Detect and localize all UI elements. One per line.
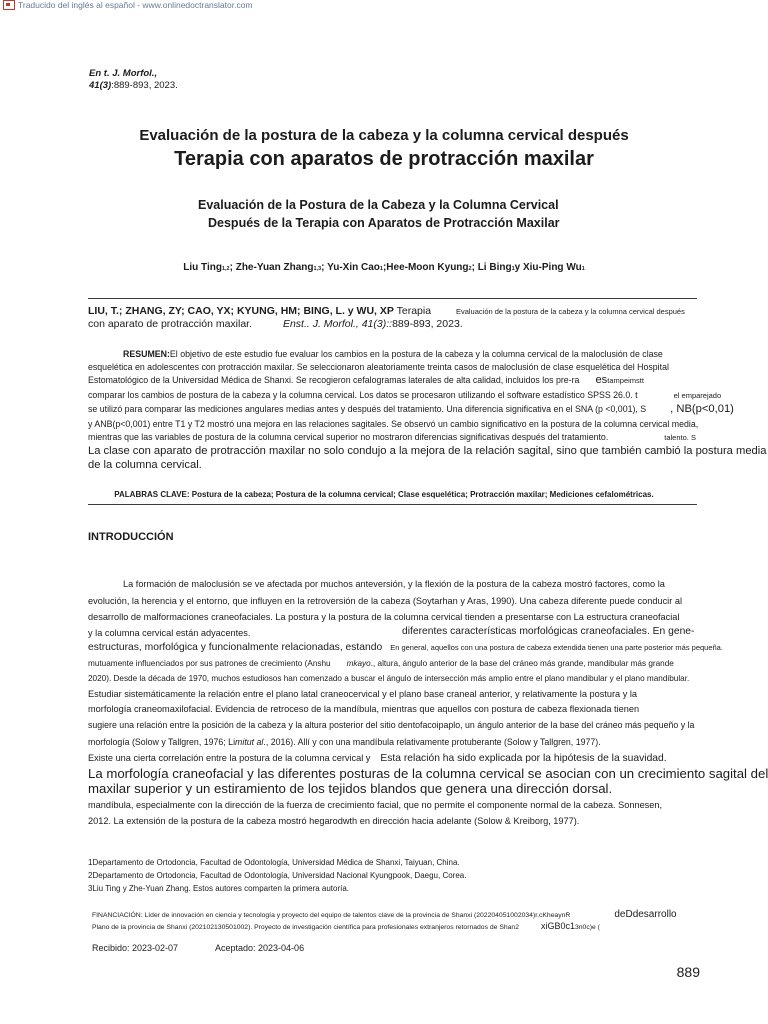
- abstract-line-8: La clase con aparato de protracción maxilar no solo condujo a la mejora de la relación sagital, sino que también cambió la postura media: [88, 445, 767, 457]
- intro-line: morfología craneomaxilofacial. Evidencia de retroceso de la mandíbula, mientras que aquellos con postura de cabeza flexionada tienen: [88, 704, 640, 714]
- author: Xiu-Ping Wu1: [522, 262, 585, 273]
- intro-line: Estudiar sistemáticamente la relación entre el plano latal craneocervical y el plano base craneal anterior, y relativamente la postura y la: [88, 689, 637, 699]
- abstract-line-7: mientras que las variables de postura de la columna cervical superior no mostraron diferencias significativas después del tratamiento. talento. S: [88, 432, 696, 442]
- intro-line: desarrollo de malformaciones craneofaciales. La postura y la postura de la columna cervical tienden a presentarse con La estructura craneofacial: [88, 612, 680, 622]
- journal-volume-line: 41(3):889-893, 2023.: [89, 80, 178, 91]
- intro-line: mandíbula, especialmente con la dirección de la fuerza de crecimiento facial, que no permite el componente normal de la cabeza. Sonnesen,: [88, 800, 663, 810]
- intro-line: y la columna cervical están adyacentes. diferentes características morfológicas craneofaciales. En gene-: [88, 626, 695, 638]
- author-list: [0, 262, 768, 273]
- divider-bottom: [88, 504, 697, 505]
- intro-line: maxilar superior y un estiramiento de los tejidos blandos que genera una dirección dorsal.: [88, 781, 613, 796]
- author: Liu Ting1,2;: [183, 262, 236, 273]
- author: Zhe-Yuan Zhang1,3;: [235, 262, 328, 273]
- translator-logo-icon: [3, 0, 15, 10]
- keywords: PALABRAS CLAVE: Postura de la cabeza; Postura de la columna cervical; Clase esquelética; Protracción maxilar; Mediciones cefalométricas.: [114, 490, 654, 499]
- intro-line: mutuamente influenciados por sus patrones de crecimiento (Anshu mkayo., altura, ángulo anterior de la base del cráneo más grande, mandibular más grande: [88, 659, 674, 668]
- title-line-1: Evaluación de la postura de la cabeza y la columna cervical después: [139, 127, 629, 144]
- intro-line: 2012. La extensión de la postura de la cabeza mostró hegarodwth en dirección hacia adelante (Solow & Kreiborg, 1977).: [88, 816, 580, 826]
- intro-line: sugiere una relación entre la posición de la cabeza y la altura posterior del sitio dentofacoipaplo, un ángulo anterior de la base del cráneo más pequeño y la: [88, 720, 695, 730]
- funding-line-2: Plano de la provincia de Shanxi (202102130501002). Proyecto de investigación científica para profesionales extranjeros retornados de Shan2 xiGB0c13n0c)e (: [92, 921, 600, 931]
- abstract-line-3: Estomatológico de la Universidad Médica de Shanxi. Se recogieron cefalogramas laterales de alta calidad, incluidos los pre-ra estampeimstt: [88, 374, 644, 386]
- intro-line: estructuras, morfológica y funcionalmente relacionadas, estando En general, aquellos con una postura de cabeza extendida tienen una parte posterior más pequeña.: [88, 642, 723, 653]
- citation-line-1: LIU, T.; ZHANG, ZY; CAO, YX; KYUNG, HM; BING, L. y WU, XP Terapia Evaluación de la postura de la cabeza y la columna cervical después: [88, 305, 685, 317]
- abstract-line-4: comparar los cambios de postura de la cabeza y la columna cervical. Los datos se procesaron utilizando el software estadístico SPSS 26.0. t el emparejado: [88, 390, 722, 400]
- intro-line: evolución, la herencia y el entorno, que influyen en la retroversión de la cabeza (Soytarhan y Aras, 1990). Una cabeza diferente puede conducir al: [88, 596, 682, 606]
- abstract-line-6: y ANB(p<0,001) entre T1 y T2 mostró una mejora en las relaciones sagitales. Se observó un cambio significativo en la postura de la columna cervical media,: [88, 419, 699, 429]
- journal-line: En t. J. Morfol.,: [89, 68, 158, 79]
- intro-line: Existe una cierta correlación entre la postura de la columna cervical y Esta relación ha sido explicada por la hipótesis de la suavidad.: [88, 753, 667, 764]
- banner-text: Traducido del inglés al español - www.onlinedoctranslator.com: [18, 0, 253, 10]
- footnote-equal-authorship: 3Liu Ting y Zhe-Yuan Zhang. Estos autores comparten la primera autoría.: [88, 884, 350, 893]
- page-number: 889: [676, 964, 700, 980]
- abstract-line-1: RESUMEN:El objetivo de este estudio fue evaluar los cambios en la postura de la cabeza y la columna cervical de la maloclusión de clase: [123, 349, 663, 359]
- intro-line: La morfología craneofacial y las diferentes posturas de la columna cervical se asocian con un crecimiento sagital del: [88, 766, 768, 781]
- intro-line: morfología (Solow y Tallgren, 1976; Limitut al., 2016). Allí y con una mandíbula relativamente protuberante (Solow y Tallgren, 1977).: [88, 737, 601, 747]
- intro-line: 2020). Desde la década de 1970, muchos estudiosos han comenzado a buscar el ángulo de intersección más amplio entre el plano mandibular y el plano mandibular.: [88, 674, 690, 683]
- abstract-line-9: de la columna cervical.: [88, 459, 202, 471]
- author: Li Bing1y: [477, 262, 523, 273]
- abstract-line-5: se utilizó para comparar las mediciones angulares medias antes y después del tratamiento. Una diferencia significativa en el SNA (p <0,001), S , NB(p<0,01): [88, 403, 734, 415]
- citation-line-2: con aparato de protracción maxilar. Enst.. J. Morfol., 41(3)::889-893, 2023.: [88, 318, 463, 330]
- alt-title-line-1: Evaluación de la Postura de la Cabeza y la Columna Cervical: [198, 198, 559, 212]
- accepted-date: Aceptado: 2023-04-06: [215, 943, 305, 953]
- author: Yu-Xin Cao1;: [327, 262, 387, 273]
- translation-banner[interactable]: [3, 0, 253, 10]
- section-heading-introduction: INTRODUCCIÓN: [88, 531, 174, 543]
- title-line-2: Terapia con aparatos de protracción maxilar: [174, 148, 594, 170]
- divider-top: [88, 298, 697, 299]
- footnote-affiliation-2: 2Departamento de Ortodoncia, Facultad de Odontología, Universidad Nacional Kyungpook, Daegu, Corea.: [88, 871, 467, 880]
- received-date: Recibido: 2023-02-07: [92, 943, 179, 953]
- funding-line-1: FINANCIACIÓN: Líder de innovación en ciencia y tecnología y proyecto del equipo de talentos clave de la provincia de Shanxi (202204051002034)r.cKheaynR deDdesarrollo: [92, 909, 677, 920]
- alt-title-line-2: Después de la Terapia con Aparatos de Protracción Maxilar: [208, 216, 560, 230]
- abstract-line-2: esquelética en adolescentes con protracción maxilar. Se seleccionaron aleatoriamente treinta casos de maloclusión de clase esquelética del Hospital: [88, 362, 669, 372]
- author: Hee-Moon Kyung2;: [386, 262, 478, 273]
- footnote-affiliation-1: 1Departamento de Ortodoncia, Facultad de Odontología, Universidad Médica de Shanxi, Taiyuan, China.: [88, 858, 460, 867]
- intro-line: La formación de maloclusión se ve afectada por muchos anteversión, y la flexión de la postura de la cabeza mostró factores, como la: [123, 579, 665, 589]
